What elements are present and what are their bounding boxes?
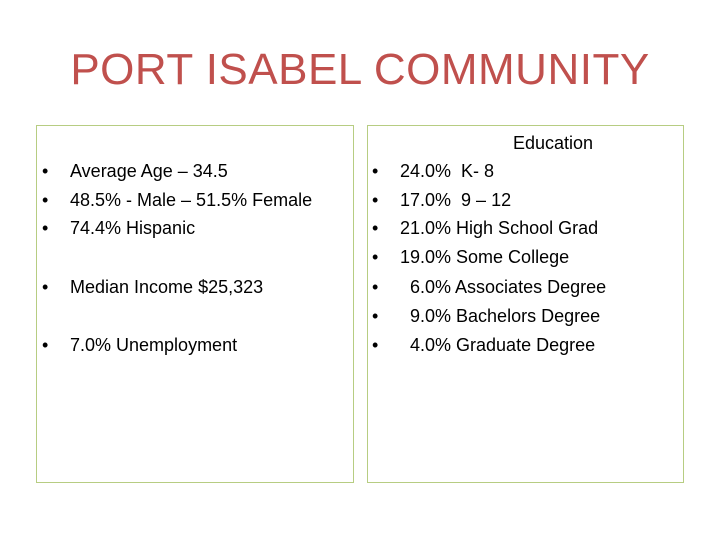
gender-item: 48.5% - Male – 51.5% Female xyxy=(70,190,313,210)
bullet: • xyxy=(372,247,379,267)
average-age-item: Average Age – 34.5 xyxy=(70,161,228,181)
bullet: • xyxy=(42,218,49,238)
education-item: 19.0% Some College xyxy=(400,247,570,267)
bullet: • xyxy=(42,190,49,210)
education-item: 4.0% Graduate Degree xyxy=(400,335,596,355)
bullet: • xyxy=(42,161,49,181)
bullet: • xyxy=(42,335,49,355)
education-item: 6.0% Associates Degree xyxy=(400,277,607,297)
slide-title: PORT ISABEL COMMUNITY xyxy=(70,45,650,94)
median-income-item: Median Income $25,323 xyxy=(70,277,264,297)
bullet: • xyxy=(372,306,379,326)
bullet: • xyxy=(372,161,379,181)
hispanic-item: 74.4% Hispanic xyxy=(70,218,196,238)
education-item: 9.0% Bachelors Degree xyxy=(400,306,601,326)
bullet: • xyxy=(372,218,379,238)
unemployment-item: 7.0% Unemployment xyxy=(70,335,238,355)
bullet: • xyxy=(372,190,379,210)
bullet: • xyxy=(372,277,379,297)
education-heading: Education xyxy=(512,133,594,153)
education-item: 17.0% 9 – 12 xyxy=(400,190,512,210)
bullet: • xyxy=(42,277,49,297)
education-item: 21.0% High School Grad xyxy=(400,218,599,238)
education-item: 24.0% K- 8 xyxy=(400,161,495,181)
bullet: • xyxy=(372,335,379,355)
